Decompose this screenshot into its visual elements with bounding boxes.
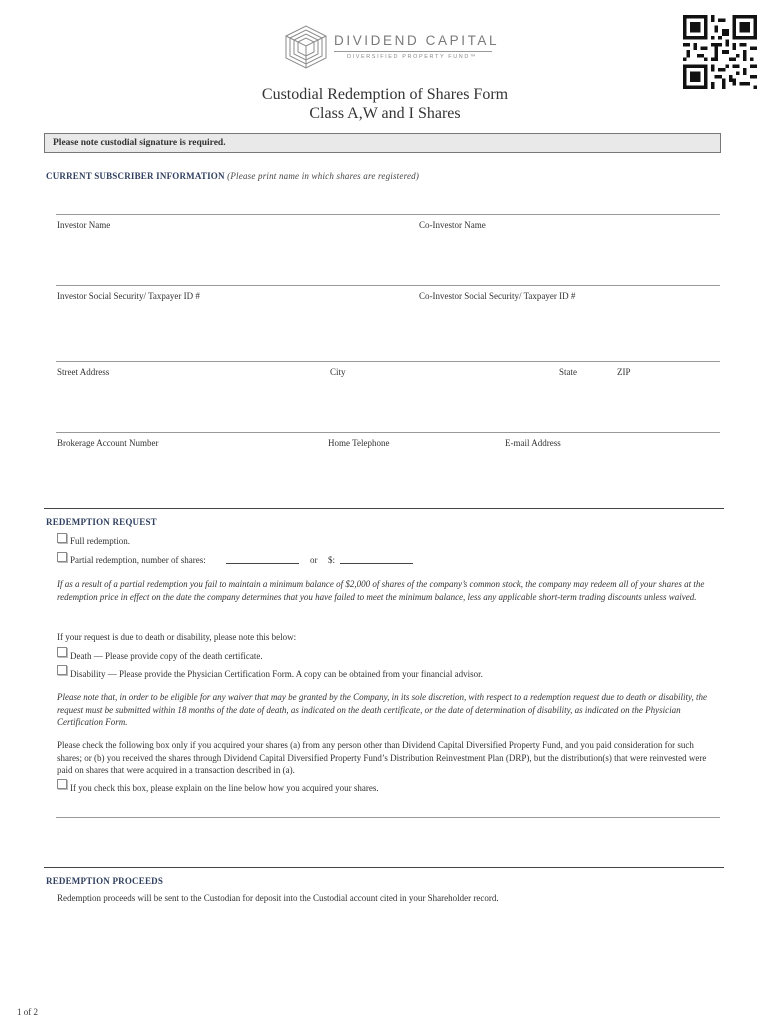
city-label: City — [330, 367, 346, 377]
redemption-proceeds-title: REDEMPTION PROCEEDS — [46, 876, 164, 886]
dividend-capital-logo — [282, 24, 330, 70]
state-label: State — [559, 367, 577, 377]
dollar-label: $: — [328, 555, 336, 565]
email-label: E-mail Address — [505, 438, 561, 448]
home-telephone-label: Home Telephone — [328, 438, 390, 448]
disability-checkbox[interactable] — [57, 665, 67, 675]
brand-name: DIVIDEND CAPITAL — [334, 33, 500, 48]
or-label: or — [310, 555, 318, 565]
co-investor-name-label: Co-Investor Name — [419, 220, 486, 230]
investor-name-line[interactable] — [56, 214, 720, 215]
street-address-label: Street Address — [57, 367, 110, 377]
investor-name-label: Investor Name — [57, 220, 111, 230]
subscriber-section-note: (Please print name in which shares are registered) — [227, 171, 420, 181]
zip-label: ZIP — [617, 367, 631, 377]
subscriber-section-title — [46, 171, 419, 181]
form-title: Custodial Redemption of Shares Form — [261, 86, 509, 103]
partial-redemption-checkbox[interactable] — [57, 552, 67, 562]
redemption-request-divider — [44, 508, 724, 509]
ssn-line[interactable] — [56, 285, 720, 286]
partial-redemption-note: If as a result of a partial redemption you fail to maintain a minimum balance of $2,000 of shares of the company’s common stock, the company may redeem all of your shares at the redemption price in effect on the date the company determines that you have failed to meet the minimum balance, less any applicable short-term trading discounts unless waived. — [57, 579, 705, 602]
shares-count-field[interactable] — [226, 554, 299, 564]
subscriber-section-label: CURRENT SUBSCRIBER INFORMATION — [46, 171, 225, 181]
full-redemption-checkbox[interactable] — [57, 533, 67, 543]
partial-redemption-label: Partial redemption, number of shares: — [70, 555, 206, 565]
brokerage-account-label: Brokerage Account Number — [57, 438, 159, 448]
disability-label: Disability — Please provide the Physician Certification Form. A copy can be obtained from your financial advisor. — [70, 669, 483, 679]
page-number: 1 of 2 — [17, 1007, 38, 1017]
redemption-request-title: REDEMPTION REQUEST — [46, 517, 157, 527]
dollar-amount-field[interactable] — [340, 554, 413, 564]
explain-label: If you check this box, please explain on the line below how you acquired your shares. — [70, 783, 379, 793]
investor-ssn-label: Investor Social Security/ Taxpayer ID # — [57, 291, 200, 301]
acquired-shares-note: Please check the following box only if you acquired your shares (a) from any person other than Dividend Capital Diversified Property Fund, and you paid consideration for such shares; or (b) you received the shares through Dividend Capital Diversified Property Fund’s Distribution Reinvestment Plan (DRP), but the distribution(s) that were reinvested were paid on shares that were acquired in a transaction described in (a). — [57, 740, 707, 775]
acquired-shares-checkbox[interactable] — [57, 779, 67, 789]
brand-subtitle: DIVERSIFIED PROPERTY FUND™ — [347, 54, 478, 60]
death-label: Death — Please provide copy of the death certificate. — [70, 651, 263, 661]
signature-notice: Please note custodial signature is required. — [44, 133, 721, 153]
full-redemption-label: Full redemption. — [70, 536, 130, 546]
death-disability-intro: If your request is due to death or disability, please note this below: — [57, 632, 297, 642]
brand-divider — [334, 51, 492, 52]
explanation-line[interactable] — [56, 817, 720, 818]
redemption-proceeds-text: Redemption proceeds will be sent to the Custodian for deposit into the Custodial account cited in your Shareholder record. — [57, 893, 499, 903]
waiver-note: Please note that, in order to be eligible for any waiver that may be granted by the Company, in its sole discretion, with respect to a redemption request due to death or disability, the request must be submitted within 18 months of the date of death, as indicated on the death certificate, or the date of determination of disability, as indicated on the Physician Certification Form. — [57, 692, 707, 727]
contact-line[interactable] — [56, 432, 720, 433]
qr-code — [683, 15, 757, 89]
death-checkbox[interactable] — [57, 647, 67, 657]
form-subtitle: Class A,W and I Shares — [309, 105, 461, 122]
co-investor-ssn-label: Co-Investor Social Security/ Taxpayer ID # — [419, 291, 576, 301]
address-line[interactable] — [56, 361, 720, 362]
proceeds-divider — [44, 867, 724, 868]
